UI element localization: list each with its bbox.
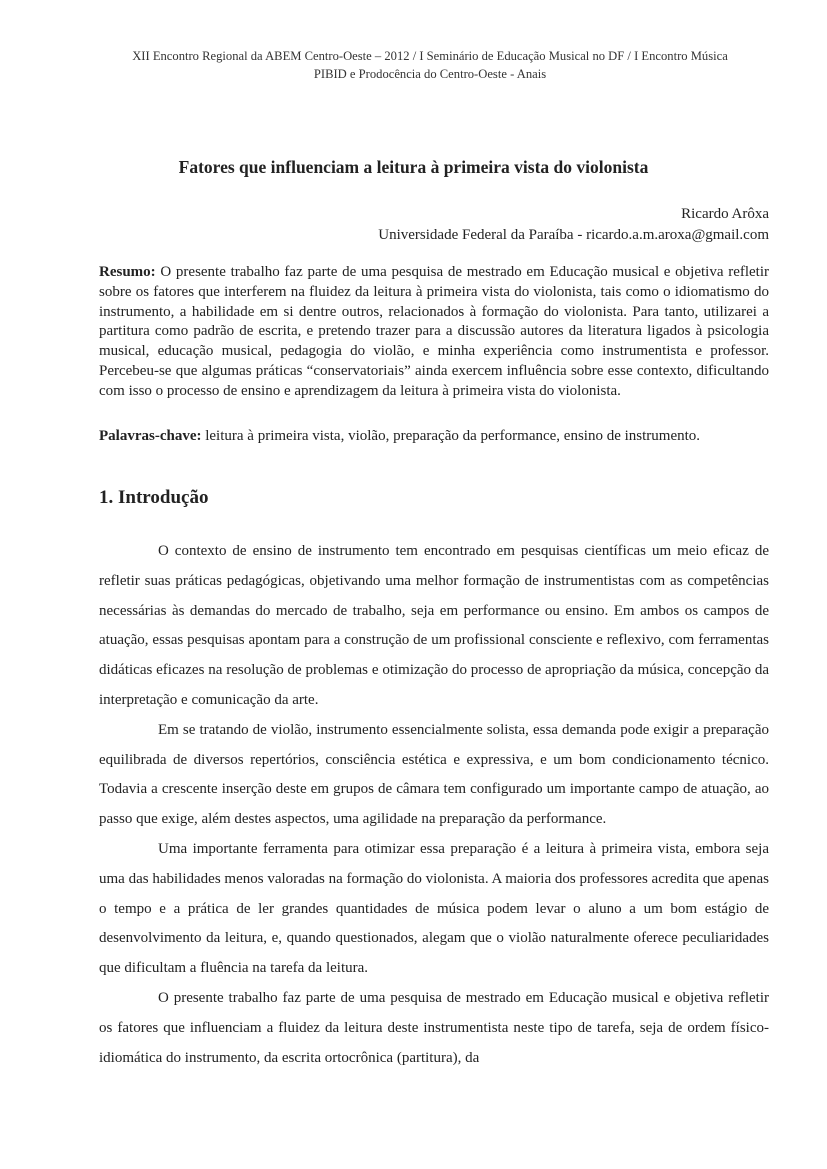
keywords (99, 427, 779, 447)
section-body (99, 537, 769, 1073)
keywords-text: leitura à primeira vista, violão, preparação da performance, ensino de instrumento. (205, 428, 701, 444)
author-affiliation: Universidade Federal da Paraíba - ricardo.a.m.aroxa@gmail.com (378, 227, 769, 243)
abstract (99, 263, 769, 402)
header-line-1: XII Encontro Regional da ABEM Centro-Oeste – 2012 / I Seminário de Educação Musical no DF / I Encontro Música (132, 49, 728, 63)
paragraph: Em se tratando de violão, instrumento essencialmente solista, essa demanda pode exigir a preparação equilibrada de diversos repertórios, consciência estética e expressiva, e um bom condicionamento técnico. Todavia a crescente inserção deste em grupos de câmara tem configurado um importante campo de atuação, ao passo que exige, além destes aspectos, uma agilidade na preparação da performance. (99, 721, 769, 828)
running-header (80, 47, 780, 83)
section-heading: 1. Introdução (99, 487, 209, 508)
paper-title: Fatores que influenciam a leitura à primeira vista do violonista (178, 157, 649, 177)
abstract-text: O presente trabalho faz parte de uma pesquisa de mestrado em Educação musical e objetiva refletir sobre os fatores que interferem na fluidez da leitura à primeira vista do violonista, tais como o idiomatismo do instrumento, a habilidade em si dentre outros, relacionados à formação do violonista. Para tanto, utilizarei a partitura como padrão de escrita, e pretendo trazer para a discussão autores da literatura ligados à psicologia musical, educação musical, pedagogia do violão, e minha experiência como instrumentista e professor. Percebeu-se que algumas práticas “conservatoriais” ainda exercem influência sobre esse contexto, dificultando com isso o processo de ensino e aprendizagem da leitura à primeira vista do violonista. (99, 264, 769, 399)
abstract-label: Resumo: (99, 264, 156, 280)
paragraph: O presente trabalho faz parte de uma pesquisa de mestrado em Educação musical e objetiva refletir os fatores que influenciam a fluidez da leitura deste instrumentista neste tipo de tarefa, seja de ordem físico-idiomática do instrumento, da escrita ortocrônica (partitura), da (99, 989, 769, 1066)
paragraph: O contexto de ensino de instrumento tem encontrado em pesquisas científicas um meio eficaz de refletir suas práticas pedagógicas, objetivando uma melhor formação de instrumentistas com as competências necessárias às demandas do mercado de trabalho, seja em performance ou ensino. Em ambos os campos de atuação, essas pesquisas apontam para a construção de um profissional consciente e reflexivo, com ferramentas didáticas eficazes na resolução de problemas e otimização do processo de apropriação da música, concepção da interpretação e comunicação da arte. (99, 543, 769, 708)
keywords-label: Palavras-chave: (99, 428, 202, 444)
paragraph: Uma importante ferramenta para otimizar essa preparação é a leitura à primeira vista, embora seja uma das habilidades menos valoradas na formação do violonista. A maioria dos professores acredita que apenas o tempo e a prática de ler grandes quantidades de música podem levar o aluno a um bom estágio de desenvolvimento da leitura, e, quando questionados, alegam que o violão naturalmente oferece peculiaridades que dificultam a fluência na tarefa da leitura. (99, 840, 769, 977)
header-line-2: PIBID e Prodocência do Centro-Oeste - Anais (313, 67, 547, 81)
author-name: Ricardo Arôxa (681, 206, 769, 222)
